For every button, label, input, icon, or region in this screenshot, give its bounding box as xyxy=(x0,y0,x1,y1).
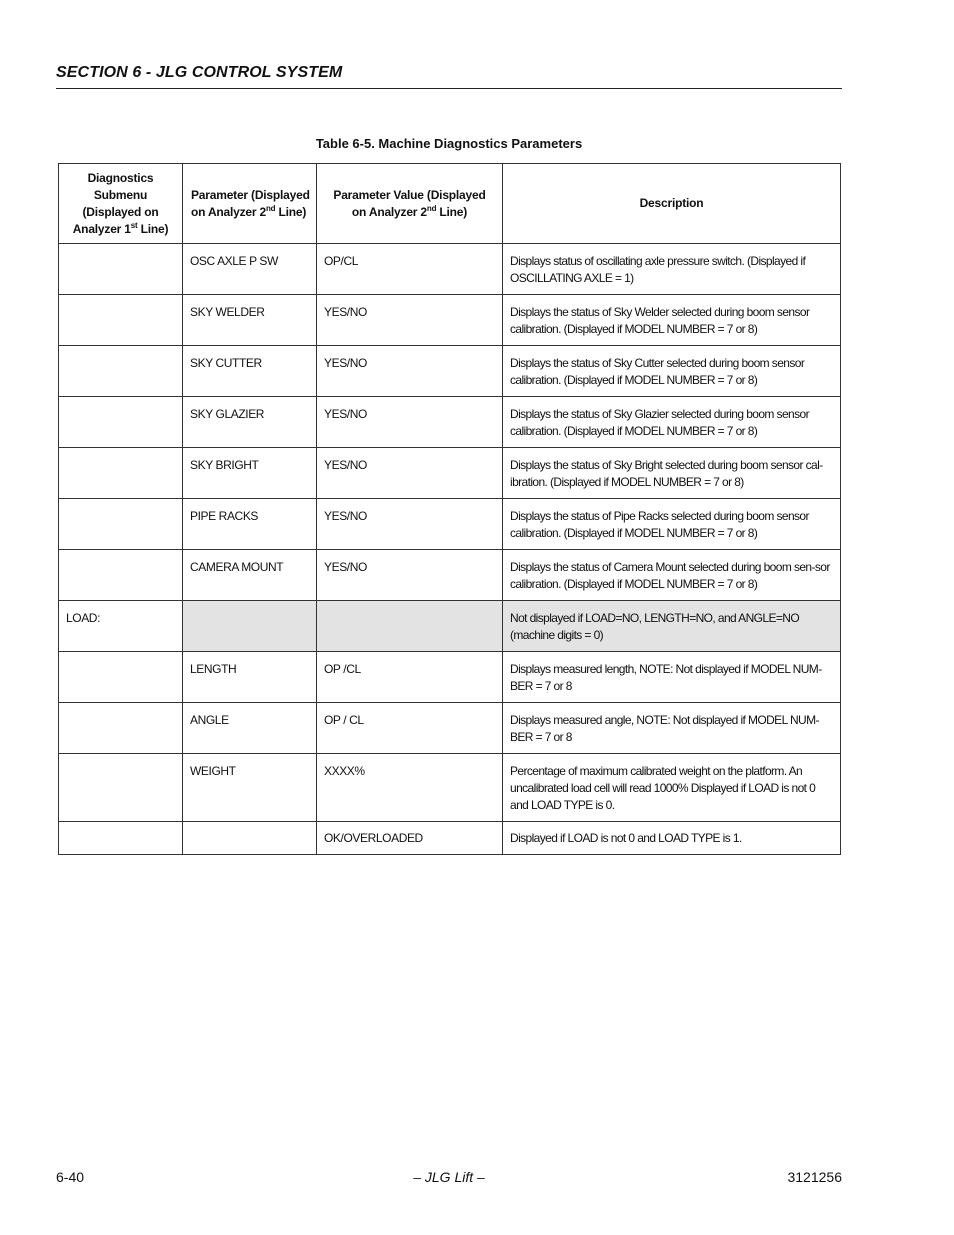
value-text: OP / CL xyxy=(324,713,364,727)
cell-description xyxy=(503,652,841,703)
table-row xyxy=(59,601,841,652)
value-text: YES/NO xyxy=(324,407,367,421)
cell-description xyxy=(503,499,841,550)
value-text: YES/NO xyxy=(324,305,367,319)
table-row xyxy=(59,550,841,601)
cell-value xyxy=(317,346,503,397)
cell-parameter xyxy=(183,397,317,448)
parameter-text: ANGLE xyxy=(190,713,229,727)
cell-description xyxy=(503,397,841,448)
description-text: Displays the status of Sky Glazier selected during boom sensor calibration. (Displayed if MODEL NUMBER = 7 or 8) xyxy=(510,407,809,438)
cell-submenu xyxy=(59,397,183,448)
description-text: Displays status of oscillating axle pressure switch. (Displayed if OSCILLATING AXLE = 1) xyxy=(510,254,806,285)
submenu-text xyxy=(59,754,182,770)
cell-submenu xyxy=(59,346,183,397)
cell-parameter xyxy=(183,244,317,295)
section-rule xyxy=(56,88,842,89)
cell-submenu xyxy=(59,244,183,295)
column-header-submenu: Diagnostics Submenu (Displayed on Analyzer 1st Line) xyxy=(59,164,183,244)
submenu-text xyxy=(59,448,182,464)
parameter-text: SKY WELDER xyxy=(190,305,265,319)
description-text: Displayed if LOAD is not 0 and LOAD TYPE is 1. xyxy=(510,831,742,845)
cell-parameter xyxy=(183,346,317,397)
cell-value xyxy=(317,550,503,601)
cell-parameter xyxy=(183,703,317,754)
value-text: OP /CL xyxy=(324,662,361,676)
cell-submenu xyxy=(59,295,183,346)
footer-page-number: 6-40 xyxy=(56,1169,85,1185)
description-text: Displays the status of Sky Bright selected during boom sensor cal-ibration. (Displayed if MODEL NUMBER = 7 or 8) xyxy=(510,458,823,489)
cell-submenu xyxy=(59,703,183,754)
submenu-text xyxy=(59,703,182,719)
description-text: Not displayed if LOAD=NO, LENGTH=NO, and ANGLE=NO (machine digits = 0) xyxy=(510,611,800,642)
cell-parameter xyxy=(183,652,317,703)
submenu-text xyxy=(59,652,182,668)
value-text: XXXX% xyxy=(324,764,365,778)
value-text: YES/NO xyxy=(324,560,367,574)
cell-value xyxy=(317,244,503,295)
table-row xyxy=(59,244,841,295)
cell-value xyxy=(317,822,503,855)
value-text: YES/NO xyxy=(324,356,367,370)
cell-value xyxy=(317,601,503,652)
value-text xyxy=(317,601,502,617)
parameter-text: WEIGHT xyxy=(190,764,236,778)
description-text: Percentage of maximum calibrated weight on the platform. An uncalibrated load cell will read 1000% Displayed if LOAD is not 0 and LOAD TYPE is 0. xyxy=(510,764,816,812)
submenu-text xyxy=(59,346,182,362)
submenu-text xyxy=(59,244,182,260)
cell-parameter xyxy=(183,601,317,652)
section-title: SECTION 6 - JLG CONTROL SYSTEM xyxy=(56,64,343,81)
cell-value xyxy=(317,397,503,448)
cell-submenu xyxy=(59,822,183,855)
description-text: Displays measured angle, NOTE: Not displayed if MODEL NUM-BER = 7 or 8 xyxy=(510,713,819,744)
table-row xyxy=(59,499,841,550)
table-row xyxy=(59,448,841,499)
cell-parameter xyxy=(183,295,317,346)
value-text: OK/OVERLOADED xyxy=(324,831,423,845)
column-header-value: Parameter Value (Displayed on Analyzer 2nd Line) xyxy=(317,164,503,244)
cell-description xyxy=(503,822,841,855)
cell-value xyxy=(317,703,503,754)
cell-description xyxy=(503,703,841,754)
diagnostics-table xyxy=(58,163,841,855)
table-row xyxy=(59,652,841,703)
cell-submenu xyxy=(59,601,183,652)
cell-parameter xyxy=(183,448,317,499)
table-caption: Table 6-5. Machine Diagnostics Parameters xyxy=(315,136,583,151)
parameter-text xyxy=(183,601,316,617)
parameter-text: SKY GLAZIER xyxy=(190,407,265,421)
cell-description xyxy=(503,601,841,652)
table-row xyxy=(59,397,841,448)
submenu-text xyxy=(59,499,182,515)
cell-submenu xyxy=(59,499,183,550)
cell-parameter xyxy=(183,499,317,550)
cell-description xyxy=(503,295,841,346)
cell-description xyxy=(503,244,841,295)
footer-doc-number: 3121256 xyxy=(787,1169,842,1185)
description-text: Displays measured length, NOTE: Not displayed if MODEL NUM-BER = 7 or 8 xyxy=(510,662,822,693)
parameter-text: OSC AXLE P SW xyxy=(190,254,278,268)
cell-value xyxy=(317,754,503,822)
table-row xyxy=(59,295,841,346)
description-text: Displays the status of Pipe Racks selected during boom sensor calibration. (Displayed if MODEL NUMBER = 7 or 8) xyxy=(510,509,809,540)
parameter-text xyxy=(183,822,316,837)
parameter-text: CAMERA MOUNT xyxy=(190,560,284,574)
submenu-text xyxy=(59,822,182,837)
cell-parameter xyxy=(183,550,317,601)
submenu-text xyxy=(59,295,182,311)
table-row xyxy=(59,822,841,855)
cell-submenu xyxy=(59,550,183,601)
cell-submenu xyxy=(59,652,183,703)
description-text: Displays the status of Sky Cutter selected during boom sensor calibration. (Displayed if MODEL NUMBER = 7 or 8) xyxy=(510,356,805,387)
cell-submenu xyxy=(59,448,183,499)
cell-submenu xyxy=(59,754,183,822)
cell-description xyxy=(503,448,841,499)
submenu-text xyxy=(59,550,182,566)
parameter-text: SKY BRIGHT xyxy=(190,458,259,472)
parameter-text: SKY CUTTER xyxy=(190,356,262,370)
submenu-text xyxy=(59,397,182,413)
cell-value xyxy=(317,499,503,550)
cell-description xyxy=(503,346,841,397)
cell-description xyxy=(503,550,841,601)
column-header-parameter: Parameter (Displayed on Analyzer 2nd Line) xyxy=(183,164,317,244)
cell-parameter xyxy=(183,754,317,822)
cell-value xyxy=(317,652,503,703)
value-text: OP/CL xyxy=(324,254,359,268)
cell-value xyxy=(317,295,503,346)
table-row xyxy=(59,754,841,822)
value-text: YES/NO xyxy=(324,458,367,472)
parameter-text: LENGTH xyxy=(190,662,237,676)
value-text: YES/NO xyxy=(324,509,367,523)
table-row xyxy=(59,703,841,754)
cell-description xyxy=(503,754,841,822)
cell-value xyxy=(317,448,503,499)
table-row xyxy=(59,346,841,397)
parameter-text: PIPE RACKS xyxy=(190,509,259,523)
column-header-description: Description xyxy=(503,164,841,244)
cell-parameter xyxy=(183,822,317,855)
table-header-row xyxy=(59,164,841,244)
footer-publisher: – JLG Lift – xyxy=(413,1169,485,1185)
submenu-text: LOAD: xyxy=(66,611,101,625)
description-text: Displays the status of Camera Mount selected during boom sen-sor calibration. (Displayed if MODEL NUMBER = 7 or 8) xyxy=(510,560,830,591)
description-text: Displays the status of Sky Welder selected during boom sensor calibration. (Displayed if MODEL NUMBER = 7 or 8) xyxy=(510,305,810,336)
